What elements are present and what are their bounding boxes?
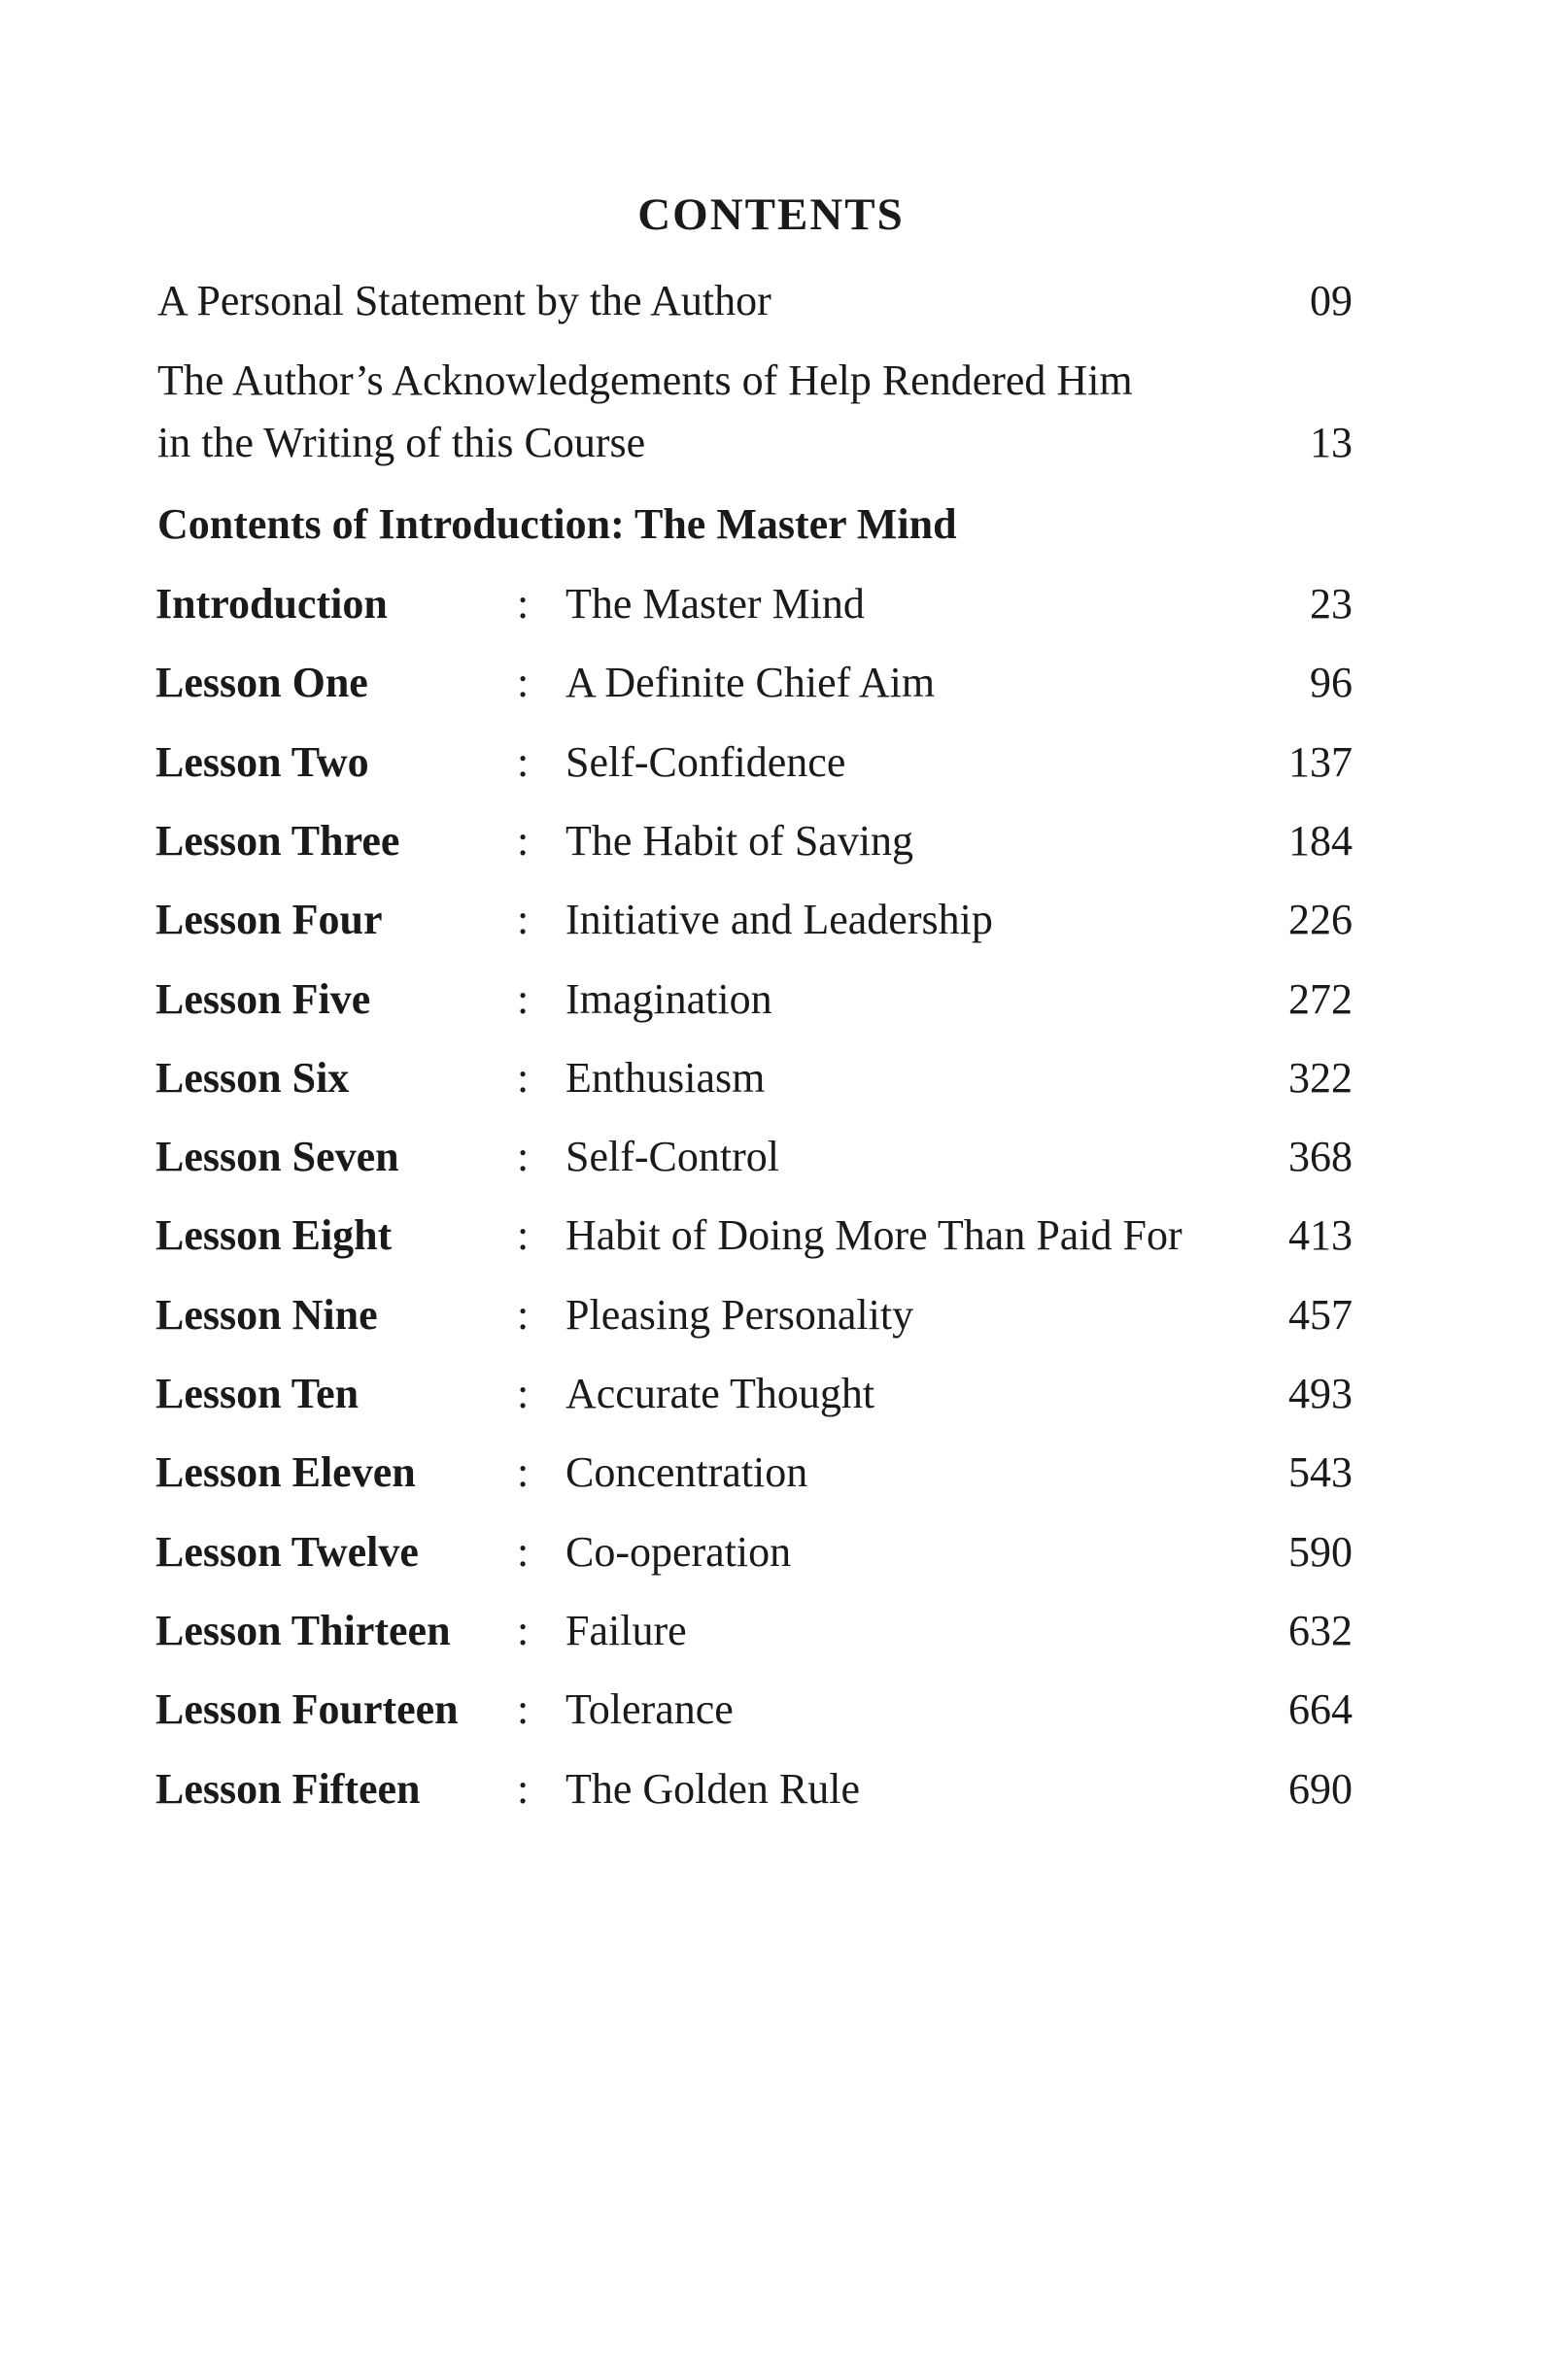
lesson-label: Lesson Two	[155, 737, 369, 786]
lesson-page-number: 493	[1288, 1370, 1353, 1417]
toc-row	[155, 810, 1353, 872]
separator-colon: :	[517, 1053, 530, 1102]
toc-row	[155, 1205, 1353, 1267]
lesson-page-number: 457	[1288, 1290, 1353, 1339]
lesson-page-number: 368	[1288, 1133, 1353, 1181]
toc-row	[155, 1679, 1353, 1741]
toc-row	[155, 1600, 1353, 1662]
lesson-topic: A Definite Chief Aim	[565, 659, 936, 707]
separator-colon: :	[517, 1211, 530, 1260]
lesson-page-number: 137	[1288, 737, 1353, 786]
lesson-page-number: 272	[1288, 974, 1353, 1023]
toc-entry-acknowledgements	[157, 350, 1353, 474]
lesson-topic: Tolerance	[565, 1685, 734, 1734]
separator-colon: :	[517, 1290, 530, 1339]
separator-colon: :	[517, 659, 530, 707]
lesson-topic: Failure	[565, 1606, 687, 1654]
lesson-topic: The Golden Rule	[565, 1764, 861, 1813]
lesson-label: Lesson Ten	[155, 1370, 360, 1417]
lesson-label: Lesson Fifteen	[155, 1764, 421, 1813]
toc-row	[155, 731, 1353, 794]
lesson-page-number: 184	[1288, 816, 1353, 865]
toc-row	[155, 573, 1353, 635]
separator-colon: :	[517, 1606, 530, 1654]
lesson-page-number: 322	[1288, 1053, 1353, 1102]
separator-colon: :	[517, 896, 530, 944]
lesson-label: Lesson Six	[155, 1053, 350, 1102]
lesson-topic: Accurate Thought	[565, 1370, 875, 1417]
lesson-topic: Concentration	[565, 1448, 808, 1497]
separator-colon: :	[517, 1133, 530, 1181]
toc-row	[155, 889, 1353, 951]
lesson-label: Lesson Eleven	[155, 1448, 416, 1497]
toc-row	[155, 969, 1353, 1031]
lesson-topic: Imagination	[565, 974, 772, 1023]
page-title: CONTENTS	[637, 189, 905, 240]
lesson-page-number: 590	[1288, 1527, 1353, 1576]
lesson-page-number: 413	[1288, 1211, 1353, 1260]
lesson-topic: The Master Mind	[565, 580, 865, 628]
lesson-label: Lesson Five	[155, 974, 371, 1023]
lesson-topic: Habit of Doing More Than Paid For	[565, 1211, 1182, 1260]
lesson-page-number: 690	[1288, 1764, 1353, 1813]
separator-colon: :	[517, 816, 530, 865]
section-heading: Contents of Introduction: The Master Mind	[157, 500, 957, 548]
toc-row	[155, 1126, 1353, 1188]
lesson-page-number: 543	[1288, 1448, 1353, 1497]
entry-text-line1: The Author’s Acknowledgements of Help Rendered Him	[157, 357, 1133, 404]
separator-colon: :	[517, 580, 530, 628]
entry-text: A Personal Statement by the Author	[157, 277, 771, 324]
lesson-label: Lesson Nine	[155, 1290, 378, 1339]
lesson-page-number: 664	[1288, 1685, 1353, 1734]
lesson-topic: Initiative and Leadership	[565, 896, 993, 944]
lesson-topic: Pleasing Personality	[565, 1290, 914, 1339]
lesson-label: Lesson Twelve	[155, 1527, 419, 1576]
lesson-topic: Self-Confidence	[565, 737, 846, 786]
lesson-label: Introduction	[155, 580, 388, 628]
toc-row	[155, 652, 1353, 714]
lesson-label: Lesson Three	[155, 816, 400, 865]
toc-row	[155, 1521, 1353, 1583]
entry-page-number: 13	[1310, 419, 1353, 466]
lesson-label: Lesson Eight	[155, 1211, 393, 1260]
toc-row	[155, 1284, 1353, 1346]
lesson-topic: Co-operation	[565, 1527, 792, 1576]
lesson-label: Lesson Thirteen	[155, 1606, 451, 1654]
entry-text-line2: in the Writing of this Course	[157, 419, 646, 466]
lesson-page-number: 632	[1288, 1606, 1353, 1654]
lesson-topic: Self-Control	[565, 1133, 779, 1181]
toc-row	[155, 1758, 1353, 1820]
lesson-label: Lesson Fourteen	[155, 1685, 459, 1734]
separator-colon: :	[517, 1685, 530, 1734]
toc-entry-personal-statement	[157, 270, 1353, 332]
lesson-label: Lesson Seven	[155, 1133, 399, 1181]
toc-row	[155, 1363, 1353, 1425]
lesson-topic: Enthusiasm	[565, 1053, 766, 1102]
entry-page-number: 09	[1310, 277, 1353, 324]
separator-colon: :	[517, 1764, 530, 1813]
separator-colon: :	[517, 1370, 530, 1417]
toc-row	[155, 1047, 1353, 1109]
separator-colon: :	[517, 1448, 530, 1497]
lesson-label: Lesson One	[155, 659, 368, 707]
lesson-page-number: 23	[1310, 580, 1353, 628]
separator-colon: :	[517, 737, 530, 786]
lesson-label: Lesson Four	[155, 896, 383, 944]
lesson-page-number: 226	[1288, 896, 1353, 944]
lesson-page-number: 96	[1310, 659, 1353, 707]
separator-colon: :	[517, 974, 530, 1023]
lesson-topic: The Habit of Saving	[565, 816, 914, 865]
toc-row	[155, 1442, 1353, 1504]
separator-colon: :	[517, 1527, 530, 1576]
